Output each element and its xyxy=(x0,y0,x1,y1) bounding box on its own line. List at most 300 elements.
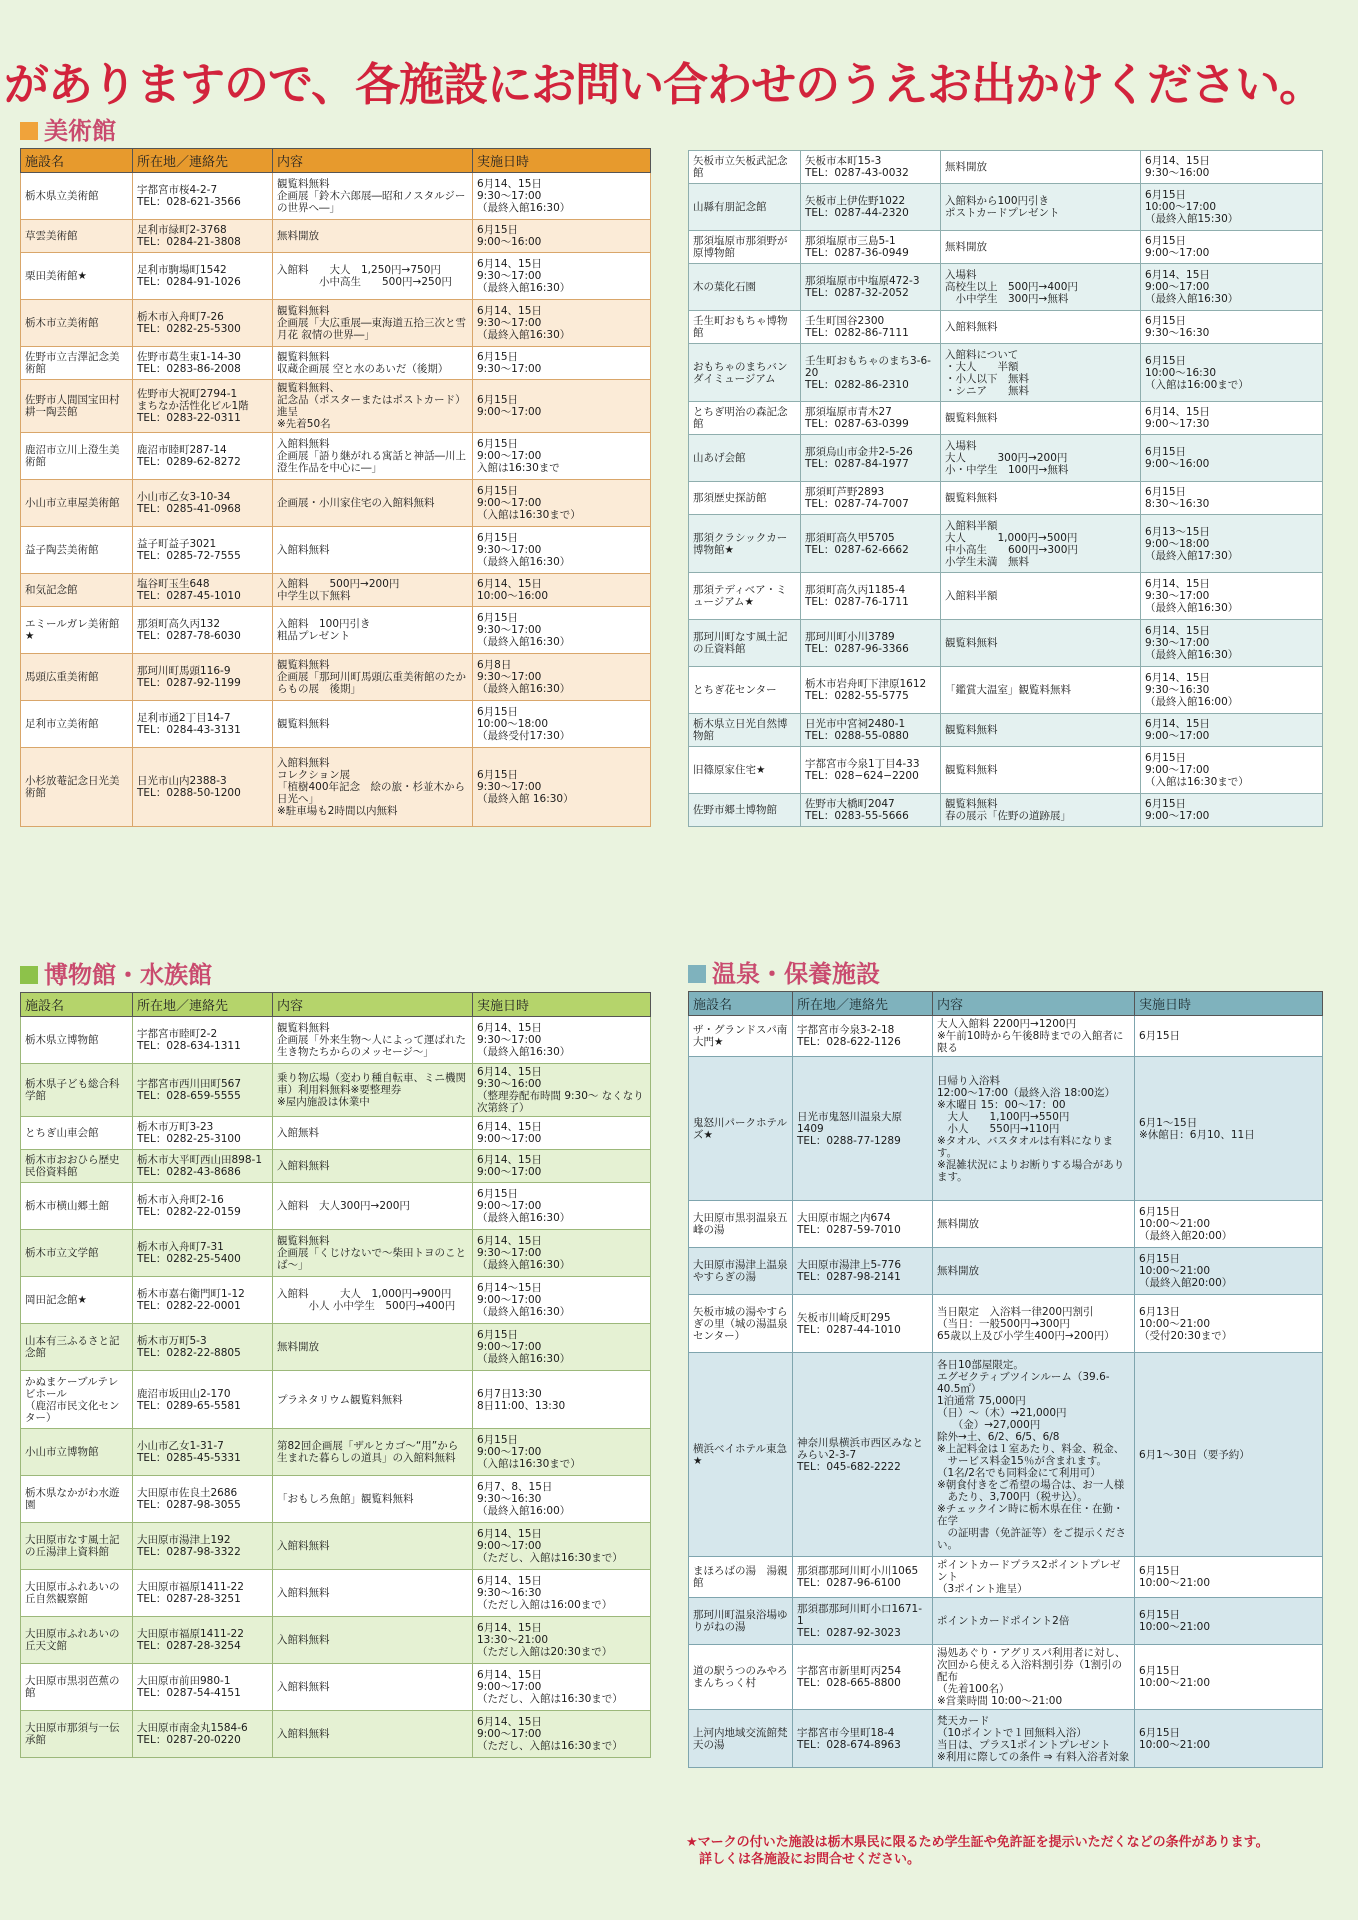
facility-name-cell: 大田原市湯津上温泉やすらぎの湯 xyxy=(689,1248,793,1295)
facility-name-cell: とちぎ山車会館 xyxy=(21,1117,133,1150)
schedule-cell: 6月15日 9:00〜17:00 入館は16:30まで xyxy=(473,433,651,480)
schedule-cell: 6月1〜30日（要予約） xyxy=(1135,1353,1323,1557)
table-row xyxy=(21,748,651,827)
address-contact-cell: 那珂川町小川3789 TEL：0287-96-3366 xyxy=(801,620,941,667)
schedule-cell: 6月15日 9:00〜17:00 xyxy=(1141,794,1323,827)
address-contact-cell: 那須町高久丙1185-4 TEL：0287-76-1711 xyxy=(801,573,941,620)
content-cell: 入館料無料 xyxy=(273,527,473,574)
content-cell: 観覧料無料 企画展「外来生物〜人によって運ばれた生き物たちからのメッセージ〜」 xyxy=(273,1017,473,1064)
address-contact-cell: 宇都宮市今里町18-4 TEL：028-674-8963 xyxy=(793,1710,933,1768)
schedule-cell: 6月14、15日 9:00〜17:00 xyxy=(473,1150,651,1183)
table-row xyxy=(21,607,651,654)
address-contact-cell: 宇都宮市睦町2-2 TEL：028-634-1311 xyxy=(133,1017,273,1064)
content-cell: 無料開放 xyxy=(941,231,1141,264)
facility-name-cell: 岡田記念館★ xyxy=(21,1277,133,1324)
table-row xyxy=(689,151,1323,184)
address-contact-cell: 宇都宮市西川田町567 TEL：028-659-5555 xyxy=(133,1064,273,1117)
table-row xyxy=(689,1645,1323,1710)
facility-name-cell: ザ・グランドスパ南大門★ xyxy=(689,1016,793,1057)
table-row xyxy=(689,482,1323,515)
table-row xyxy=(689,515,1323,573)
facility-name-cell: 栃木県子ども総合科学館 xyxy=(21,1064,133,1117)
schedule-cell: 6月15日 9:00〜17:00 （入館は16:30まで） xyxy=(473,1429,651,1476)
facility-name-cell: 木の葉化石園 xyxy=(689,264,801,311)
table-row xyxy=(689,794,1323,827)
art-section-title xyxy=(20,114,650,148)
schedule-cell: 6月7日13:30 8日11:00、13:30 xyxy=(473,1371,651,1429)
content-cell: 入場料 高校生以上 500円→400円 小中学生 300円→無料 xyxy=(941,264,1141,311)
schedule-cell: 6月15日 9:30〜17:00 xyxy=(473,347,651,380)
content-cell: 観覧料無料 春の展示「佐野の道跡展」 xyxy=(941,794,1141,827)
content-cell: プラネタリウム観覧料無料 xyxy=(273,1371,473,1429)
schedule-cell: 6月14、15日 9:00〜17:00 xyxy=(1141,714,1323,747)
table-row xyxy=(21,701,651,748)
schedule-cell: 6月14、15日 9:00〜17:00 （ただし、入館は16:30まで） xyxy=(473,1711,651,1758)
header-date: 実施日時 xyxy=(473,149,651,173)
address-contact-cell: 佐野市大祝町2794-1 まちなか活性化ビル1階 TEL：0283-22-0311 xyxy=(133,380,273,433)
content-cell: 入館料から100円引き ポストカードプレゼント xyxy=(941,184,1141,231)
address-contact-cell: 栃木市岩舟町下津原1612 TEL：0282-55-5775 xyxy=(801,667,941,714)
art-section xyxy=(20,114,650,827)
schedule-cell: 6月15日 9:30〜17:00 （最終入館16:30） xyxy=(473,527,651,574)
schedule-cell: 6月13日 10:00〜21:00 （受付20:30まで） xyxy=(1135,1295,1323,1353)
table-row xyxy=(21,1570,651,1617)
facility-name-cell: 佐野市郷土博物館 xyxy=(689,794,801,827)
address-contact-cell: 那須町芦野2893 TEL：0287-74-7007 xyxy=(801,482,941,515)
table-row xyxy=(21,433,651,480)
address-contact-cell: 小山市乙女1-31-7 TEL：0285-45-5331 xyxy=(133,1429,273,1476)
facility-name-cell: 鬼怒川パークホテルズ★ xyxy=(689,1057,793,1201)
header-date: 実施日時 xyxy=(1135,992,1323,1016)
content-cell: ポイントカードポイント2倍 xyxy=(933,1598,1135,1645)
content-cell: 観覧料無料 xyxy=(941,482,1141,515)
header-content: 内容 xyxy=(933,992,1135,1016)
address-contact-cell: 那須塩原市中塩原472-3 TEL：0287-32-2052 xyxy=(801,264,941,311)
address-contact-cell: 小山市乙女3-10-34 TEL：0285-41-0968 xyxy=(133,480,273,527)
table-row xyxy=(21,1117,651,1150)
museum-section xyxy=(20,958,650,1758)
content-cell: 入館料半額 大人 1,000円→500円 中小高生 600円→300円 小学生未満 無料 xyxy=(941,515,1141,573)
schedule-cell: 6月15日 9:00〜17:00 （最終入館16:30） xyxy=(473,1183,651,1230)
table-row xyxy=(689,747,1323,794)
schedule-cell: 6月1〜15日 ※休館日：6月10、11日 xyxy=(1135,1057,1323,1201)
address-contact-cell: 塩谷町玉生648 TEL：0287-45-1010 xyxy=(133,574,273,607)
facility-name-cell: エミールガレ美術館★ xyxy=(21,607,133,654)
address-contact-cell: 鹿沼市坂田山2-170 TEL：0289-65-5581 xyxy=(133,1371,273,1429)
table-row xyxy=(21,1324,651,1371)
facility-name-cell: 那珂川町なす風土記の丘資料館 xyxy=(689,620,801,667)
content-cell: 各日10部屋限定。 エグゼクティブツインルーム（39.6-40.5㎡） 1泊通常 75,000円 （日）〜（木）→21,000円 （金）→27,000円 除外→土、6/2、6/5、6/8 ※上記料金は１室あたり、料金、税金、 サービス料金15％が含まれます。 （1名/2名でも同料金にて利用可） ※朝食付きをご希望の場合は、お一人様 あたり、3,700円（税サ込）。 ※チェックイン時に栃木県在住・在勤・在学 の証明書（免許証等）をご提示ください。 xyxy=(933,1353,1135,1557)
schedule-cell: 6月14、15日 9:30〜16:30 （ただし入館は16:00まで） xyxy=(473,1570,651,1617)
address-contact-cell: 宇都宮市桜4-2-7 TEL：028-621-3566 xyxy=(133,173,273,220)
content-cell: 日帰り入浴料 12:00〜17:00（最終入浴 18:00迄） ※木曜日 15：00〜17：00 大人 1,100円→550円 小人 550円→110円 ※タオル、バスタオルは有料になります。 ※混雑状況によりお断りする場合があります。 xyxy=(933,1057,1135,1201)
content-cell: 観覧料無料 xyxy=(941,747,1141,794)
right-section xyxy=(688,150,1322,827)
address-contact-cell: 栃木市万町3-23 TEL：0282-25-3100 xyxy=(133,1117,273,1150)
content-cell: 入館料無料 xyxy=(273,1523,473,1570)
table-row xyxy=(21,173,651,220)
address-contact-cell: 那須塩原市青木27 TEL：0287-63-0399 xyxy=(801,402,941,435)
table-row xyxy=(689,1248,1323,1295)
facility-name-cell: 栃木市おおひら歴史民俗資料館 xyxy=(21,1150,133,1183)
content-cell: 観覧料無料 収蔵企画展 空と水のあいだ（後期） xyxy=(273,347,473,380)
museum-section-title xyxy=(20,958,650,992)
content-cell: 無料開放 xyxy=(273,220,473,253)
address-contact-cell: 栃木市大平町西山田898-1 TEL：0282-43-8686 xyxy=(133,1150,273,1183)
table-row xyxy=(21,574,651,607)
facility-name-cell: 山あげ会館 xyxy=(689,435,801,482)
facility-name-cell: 那須塩原市那須野が原博物館 xyxy=(689,231,801,264)
schedule-cell: 6月15日 10:00〜21:00 xyxy=(1135,1598,1323,1645)
table-row xyxy=(21,480,651,527)
address-contact-cell: 栃木市嘉右衛門町1-12 TEL：0282-22-0001 xyxy=(133,1277,273,1324)
address-contact-cell: 壬生町おもちゃのまち3-6-20 TEL：0282-86-2310 xyxy=(801,344,941,402)
content-cell: 無料開放 xyxy=(273,1324,473,1371)
schedule-cell: 6月14、15日 9:30〜17:00 （最終入館16:30） xyxy=(1141,620,1323,667)
facility-name-cell: 那須クラシックカー博物館★ xyxy=(689,515,801,573)
schedule-cell: 6月7、8、15日 9:30〜16:30 （最終入館16:00） xyxy=(473,1476,651,1523)
table-row xyxy=(689,1295,1323,1353)
facility-name-cell: 佐野市立吉澤記念美術館 xyxy=(21,347,133,380)
table-row xyxy=(21,1230,651,1277)
content-cell: 無料開放 xyxy=(933,1248,1135,1295)
address-contact-cell: 鹿沼市睦町287-14 TEL：0289-62-8272 xyxy=(133,433,273,480)
table-row xyxy=(21,1664,651,1711)
facility-name-cell: まほろばの湯 湯親館 xyxy=(689,1557,793,1598)
schedule-cell: 6月14、15日 9:30〜17:00 （最終入館16:30） xyxy=(473,253,651,300)
table-row xyxy=(689,667,1323,714)
content-cell: 無料開放 xyxy=(941,151,1141,184)
content-cell: 大人入館料 2200円→1200円 ※午前10時から午後8時までの入館者に限る xyxy=(933,1016,1135,1057)
facility-name-cell: とちぎ明治の森記念館 xyxy=(689,402,801,435)
content-cell: 観覧料無料 xyxy=(941,402,1141,435)
schedule-cell: 6月14、15日 9:30〜16:30 （最終入館16:00） xyxy=(1141,667,1323,714)
schedule-cell: 6月15日 8:30〜16:30 xyxy=(1141,482,1323,515)
table-row xyxy=(21,300,651,347)
facility-name-cell: 草雲美術館 xyxy=(21,220,133,253)
facility-name-cell: 佐野市人間国宝田村耕一陶芸館 xyxy=(21,380,133,433)
schedule-cell: 6月15日 10:00〜21:00 （最終入館20:00） xyxy=(1135,1201,1323,1248)
facility-name-cell: 矢板市城の湯やすらぎの里（城の湯温泉センター） xyxy=(689,1295,793,1353)
header-address: 所在地／連絡先 xyxy=(133,993,273,1017)
table-row xyxy=(21,347,651,380)
address-contact-cell: 栃木市万町5-3 TEL：0282-22-8805 xyxy=(133,1324,273,1371)
header-address: 所在地／連絡先 xyxy=(793,992,933,1016)
schedule-cell: 6月15日 10:00〜21:00 xyxy=(1135,1645,1323,1710)
address-contact-cell: 宇都宮市今泉3-2-18 TEL：028-622-1126 xyxy=(793,1016,933,1057)
address-contact-cell: 栃木市入舟町7-31 TEL：0282-25-5400 xyxy=(133,1230,273,1277)
schedule-cell: 6月15日 9:00〜16:00 xyxy=(473,220,651,253)
facility-name-cell: 旧篠原家住宅★ xyxy=(689,747,801,794)
address-contact-cell: 那珂川町馬頭116-9 TEL：0287-92-1199 xyxy=(133,654,273,701)
address-contact-cell: 大田原市福原1411-22 TEL：0287-28-3254 xyxy=(133,1617,273,1664)
table-row xyxy=(689,620,1323,667)
table-row xyxy=(689,1016,1323,1057)
address-contact-cell: 宇都宮市今泉1丁目4-33 TEL：028−624−2200 xyxy=(801,747,941,794)
facility-name-cell: 小山市立博物館 xyxy=(21,1429,133,1476)
facility-name-cell: 和気記念館 xyxy=(21,574,133,607)
content-cell: 入館料 大人 1,000円→900円 小人 小中学生 500円→400円 xyxy=(273,1277,473,1324)
address-contact-cell: 神奈川県横浜市西区みなとみらい2-3-7 TEL：045-682-2222 xyxy=(793,1353,933,1557)
table-row xyxy=(689,344,1323,402)
schedule-cell: 6月14、15日 13:30〜21:00 （ただし入館は20:30まで） xyxy=(473,1617,651,1664)
schedule-cell: 6月14、15日 9:00〜17:00 （ただし、入館は16:30まで） xyxy=(473,1523,651,1570)
table-row xyxy=(21,1017,651,1064)
address-contact-cell: 大田原市南金丸1584-6 TEL：0287-20-0220 xyxy=(133,1711,273,1758)
table-row xyxy=(689,1710,1323,1768)
content-cell: 当日限定 入浴料一律200円割引 （当日：一般500円→300円 65歳以上及び小学生400円→200円） xyxy=(933,1295,1135,1353)
table-row xyxy=(21,380,651,433)
facility-name-cell: 大田原市ふれあいの丘天文館 xyxy=(21,1617,133,1664)
schedule-cell: 6月15日 10:00〜21:00 xyxy=(1135,1710,1323,1768)
facility-name-cell: 那須歴史探訪館 xyxy=(689,482,801,515)
address-contact-cell: 大田原市佐良土2686 TEL：0287-98-3055 xyxy=(133,1476,273,1523)
schedule-cell: 6月14、15日 10:00〜16:00 xyxy=(473,574,651,607)
address-contact-cell: 栃木市入舟町2-16 TEL：0282-22-0159 xyxy=(133,1183,273,1230)
facility-name-cell: 栃木県立美術館 xyxy=(21,173,133,220)
facility-name-cell: 大田原市黒羽温泉五峰の湯 xyxy=(689,1201,793,1248)
address-contact-cell: 矢板市上伊佐野1022 TEL：0287-44-2320 xyxy=(801,184,941,231)
address-contact-cell: 足利市駒場町1542 TEL：0284-91-1026 xyxy=(133,253,273,300)
museum-table xyxy=(20,992,651,1758)
content-cell: 入場料 大人 300円→200円 小・中学生 100円→無料 xyxy=(941,435,1141,482)
facility-name-cell: 山本有三ふるさと記念館 xyxy=(21,1324,133,1371)
address-contact-cell: 大田原市福原1411-22 TEL：0287-28-3251 xyxy=(133,1570,273,1617)
schedule-cell: 6月15日 10:00〜21:00 （最終入館20:00） xyxy=(1135,1248,1323,1295)
content-cell: 入館無料 xyxy=(273,1117,473,1150)
content-cell: 入館料について ・大人 半額 ・小人以下 無料 ・シニア 無料 xyxy=(941,344,1141,402)
content-cell: 観覧料無料 企画展「くじけないで〜柴田トヨのことば〜」 xyxy=(273,1230,473,1277)
content-cell: 入館料無料 xyxy=(273,1664,473,1711)
content-cell: 観覧料無料、 記念品（ポスターまたはポストカード）進呈 ※先着50名 xyxy=(273,380,473,433)
address-contact-cell: 壬生町国谷2300 TEL：0282-86-7111 xyxy=(801,311,941,344)
facility-name-cell: 山縣有朋記念館 xyxy=(689,184,801,231)
table-row xyxy=(21,1371,651,1429)
address-contact-cell: 佐野市葛生東1-14-30 TEL：0283-86-2008 xyxy=(133,347,273,380)
facility-name-cell: 益子陶芸美術館 xyxy=(21,527,133,574)
table-row xyxy=(21,654,651,701)
content-cell: 入館料無料 xyxy=(273,1617,473,1664)
schedule-cell: 6月14〜15日 9:00〜17:00 （最終入館16:30） xyxy=(473,1277,651,1324)
address-contact-cell: 大田原市前田980-1 TEL：0287-54-4151 xyxy=(133,1664,273,1711)
content-cell: 湯処あぐり・アグリスパ利用者に対し、 次回から使える入浴料割引券（1割引の配布 （先着100名） ※営業時間 10:00〜21:00 xyxy=(933,1645,1135,1710)
schedule-cell: 6月15日 9:00〜17:00 （入館は16:30まで） xyxy=(473,480,651,527)
address-contact-cell: 宇都宮市新里町丙254 TEL：028-665-8800 xyxy=(793,1645,933,1710)
facility-name-cell: 横浜ベイホテル東急★ xyxy=(689,1353,793,1557)
schedule-cell: 6月14、15日 9:30〜17:00 （最終入館16:30） xyxy=(473,300,651,347)
address-contact-cell: 那須町高久丙132 TEL：0287-78-6030 xyxy=(133,607,273,654)
table-row xyxy=(689,402,1323,435)
content-cell: 乗り物広場（変わり種自転車、ミニ機関車）利用料無料※要整理券 ※屋内施設は休業中 xyxy=(273,1064,473,1117)
facility-name-cell: 栃木県立博物館 xyxy=(21,1017,133,1064)
facility-name-cell: 小杉放菴記念日光美術館 xyxy=(21,748,133,827)
schedule-cell: 6月15日 10:00〜18:00 （最終受付17:30） xyxy=(473,701,651,748)
content-cell: 入館料 大人300円→200円 xyxy=(273,1183,473,1230)
table-row xyxy=(689,573,1323,620)
table-row xyxy=(21,1476,651,1523)
schedule-cell: 6月14、15日 9:30〜16:00 xyxy=(1141,151,1323,184)
facility-name-cell: 栃木市横山郷土館 xyxy=(21,1183,133,1230)
content-cell: 入館料無料 xyxy=(941,311,1141,344)
table-row xyxy=(21,220,651,253)
museum-section-title-text: 博物館・水族館 xyxy=(44,961,212,989)
schedule-cell: 6月15日 xyxy=(1135,1016,1323,1057)
facility-name-cell: 栃木県なかがわ水遊園 xyxy=(21,1476,133,1523)
header-date: 実施日時 xyxy=(473,993,651,1017)
facility-name-cell: 大田原市ふれあいの丘自然観察館 xyxy=(21,1570,133,1617)
address-contact-cell: 那須塩原市三島5-1 TEL：0287-36-0949 xyxy=(801,231,941,264)
facility-name-cell: 大田原市黒羽芭蕉の館 xyxy=(21,1664,133,1711)
table-row xyxy=(689,1598,1323,1645)
facility-name-cell: 壬生町おもちゃ博物館 xyxy=(689,311,801,344)
facility-name-cell: 道の駅うつのみやろまんちっく村 xyxy=(689,1645,793,1710)
address-contact-cell: 大田原市堀之内674 TEL：0287-59-7010 xyxy=(793,1201,933,1248)
address-contact-cell: 益子町益子3021 TEL：0285-72-7555 xyxy=(133,527,273,574)
schedule-cell: 6月15日 10:00〜21:00 xyxy=(1135,1557,1323,1598)
table-row xyxy=(689,311,1323,344)
table-row xyxy=(689,231,1323,264)
content-cell: 入館料無料 xyxy=(273,1570,473,1617)
content-cell: 企画展・小川家住宅の入館料無料 xyxy=(273,480,473,527)
schedule-cell: 6月14、15日 9:30〜17:00 （最終入館16:30） xyxy=(1141,573,1323,620)
table-row xyxy=(21,1523,651,1570)
schedule-cell: 6月15日 10:00〜16:30 （入館は16:00まで） xyxy=(1141,344,1323,402)
content-cell: 観覧料無料 企画展「大広重展―東海道五拾三次と雪月花 叙情の世界―」 xyxy=(273,300,473,347)
content-cell: 入館料 大人 1,250円→750円 小中高生 500円→250円 xyxy=(273,253,473,300)
table-row xyxy=(689,435,1323,482)
content-cell: 「おもしろ魚館」観覧料無料 xyxy=(273,1476,473,1523)
content-cell: 観覧料無料 xyxy=(273,701,473,748)
schedule-cell: 6月14、15日 9:00〜17:30 xyxy=(1141,402,1323,435)
schedule-cell: 6月15日 9:30〜16:30 xyxy=(1141,311,1323,344)
facility-name-cell: 大田原市なす風土記の丘湯津上資料館 xyxy=(21,1523,133,1570)
facility-name-cell: 那須テディベア・ミュージアム★ xyxy=(689,573,801,620)
table-row xyxy=(689,714,1323,747)
schedule-cell: 6月14、15日 9:00〜17:00 （ただし、入館は16:30まで） xyxy=(473,1664,651,1711)
schedule-cell: 6月14、15日 9:30〜17:00 （最終入館16:30） xyxy=(473,173,651,220)
address-contact-cell: 足利市通2丁目14-7 TEL：0284-43-3131 xyxy=(133,701,273,748)
schedule-cell: 6月14、15日 9:30〜17:00 （最終入館16:30） xyxy=(473,1230,651,1277)
address-contact-cell: 佐野市大橋町2047 TEL：0283-55-5666 xyxy=(801,794,941,827)
facility-name-cell: 那珂川町温泉浴場ゆりがねの湯 xyxy=(689,1598,793,1645)
address-contact-cell: 栃木市入舟町7-26 TEL：0282-25-5300 xyxy=(133,300,273,347)
header-facility: 施設名 xyxy=(21,149,133,173)
square-bullet-icon xyxy=(20,122,38,140)
address-contact-cell: 矢板市川崎反町295 TEL：0287-44-1010 xyxy=(793,1295,933,1353)
schedule-cell: 6月13〜15日 9:00〜18:00 （最終入館17:30） xyxy=(1141,515,1323,573)
header-address: 所在地／連絡先 xyxy=(133,149,273,173)
facility-name-cell: 小山市立車屋美術館 xyxy=(21,480,133,527)
facility-name-cell: かぬまケーブルテレビホール （鹿沼市民文化センター） xyxy=(21,1371,133,1429)
address-contact-cell: 大田原市湯津上192 TEL：0287-98-3322 xyxy=(133,1523,273,1570)
schedule-cell: 6月14、15日 9:00〜17:00 xyxy=(473,1117,651,1150)
facility-name-cell: 栗田美術館★ xyxy=(21,253,133,300)
schedule-cell: 6月15日 9:30〜17:00 （最終入館16:30） xyxy=(473,607,651,654)
address-contact-cell: 那須町高久甲5705 TEL：0287-62-6662 xyxy=(801,515,941,573)
square-bullet-icon xyxy=(20,966,38,984)
schedule-cell: 6月15日 9:00〜17:00 xyxy=(1141,231,1323,264)
content-cell: 入館料 500円→200円 中学生以下無料 xyxy=(273,574,473,607)
table-row xyxy=(21,1064,651,1117)
table-row xyxy=(689,1201,1323,1248)
table-row xyxy=(21,1183,651,1230)
facility-name-cell: 栃木市立文学館 xyxy=(21,1230,133,1277)
content-cell: 観覧料無料 xyxy=(941,620,1141,667)
content-cell: ポイントカードプラス2ポイントプレゼント （3ポイント進呈） xyxy=(933,1557,1135,1598)
right-table xyxy=(688,150,1323,827)
address-contact-cell: 日光市中宮祠2480-1 TEL：0288-55-0880 xyxy=(801,714,941,747)
address-contact-cell: 那須郡那珂川町小口1671-1 TEL：0287-92-3023 xyxy=(793,1598,933,1645)
address-contact-cell: 那須烏山市金井2-5-26 TEL：0287-84-1977 xyxy=(801,435,941,482)
schedule-cell: 6月14、15日 9:30〜17:00 （最終入館16:30） xyxy=(473,1017,651,1064)
content-cell: 梵天カード （10ポイントで１回無料入浴） 当日は、プラス1ポイントプレゼント ※利用に際しての条件 ⇒ 有料入浴者対象 xyxy=(933,1710,1135,1768)
footnote: ★マークの付いた施設は栃木県民に限るため学生証や免許証を提示いただくなどの条件があります。 詳しくは各施設にお問合せください。 xyxy=(686,1835,1269,1867)
table-row xyxy=(689,184,1323,231)
art-table xyxy=(20,148,651,827)
content-cell: 観覧料無料 企画展「那珂川町馬頭広重美術館のたからもの展 後期」 xyxy=(273,654,473,701)
schedule-cell: 6月15日 9:30〜17:00 （最終入館 16:30） xyxy=(473,748,651,827)
address-contact-cell: 足利市緑町2-3768 TEL：0284-21-3808 xyxy=(133,220,273,253)
header-facility: 施設名 xyxy=(21,993,133,1017)
content-cell: 入館料 100円引き 粗品プレゼント xyxy=(273,607,473,654)
facility-name-cell: 足利市立美術館 xyxy=(21,701,133,748)
schedule-cell: 6月8日 9:30〜17:00 （最終入館16:30） xyxy=(473,654,651,701)
content-cell: 入館料無料 コレクション展 「植樹400年記念 絵の旅・杉並木から日光へ」 ※駐車場も2時間以内無料 xyxy=(273,748,473,827)
address-contact-cell: 日光市山内2388-3 TEL：0288-50-1200 xyxy=(133,748,273,827)
table-row xyxy=(689,264,1323,311)
content-cell: 無料開放 xyxy=(933,1201,1135,1248)
content-cell: 入館料無料 企画展「語り継がれる寓話と神話―川上澄生作品を中心に―」 xyxy=(273,433,473,480)
table-row xyxy=(21,1617,651,1664)
content-cell: 入館料半額 xyxy=(941,573,1141,620)
table-row xyxy=(689,1353,1323,1557)
facility-name-cell: おもちゃのまちバンダイミュージアム xyxy=(689,344,801,402)
table-row xyxy=(689,1557,1323,1598)
header-content: 内容 xyxy=(273,993,473,1017)
square-bullet-icon xyxy=(688,965,706,983)
header-content: 内容 xyxy=(273,149,473,173)
table-row xyxy=(21,1429,651,1476)
address-contact-cell: 那須郡那珂川町小川1065 TEL：0287-96-6100 xyxy=(793,1557,933,1598)
content-cell: 「鑑賞大温室」観覧料無料 xyxy=(941,667,1141,714)
spa-table xyxy=(688,991,1323,1768)
banner-heading: がありますので、各施設にお問い合わせのうえお出かけください。 xyxy=(4,58,1324,111)
spa-section xyxy=(688,957,1322,1768)
facility-name-cell: 大田原市那須与一伝承館 xyxy=(21,1711,133,1758)
facility-name-cell: 上河内地域交流館梵天の湯 xyxy=(689,1710,793,1768)
facility-name-cell: 馬頭広重美術館 xyxy=(21,654,133,701)
address-contact-cell: 矢板市本町15-3 TEL：0287-43-0032 xyxy=(801,151,941,184)
table-row xyxy=(21,1150,651,1183)
schedule-cell: 6月15日 9:00〜17:00 （最終入館16:30） xyxy=(473,1324,651,1371)
schedule-cell: 6月15日 9:00〜17:00 xyxy=(473,380,651,433)
table-row xyxy=(21,1277,651,1324)
address-contact-cell: 大田原市湯津上5-776 TEL：0287-98-2141 xyxy=(793,1248,933,1295)
schedule-cell: 6月15日 9:00〜17:00 （入館は16:30まで） xyxy=(1141,747,1323,794)
header-facility: 施設名 xyxy=(689,992,793,1016)
address-contact-cell: 日光市鬼怒川温泉大原1409 TEL：0288-77-1289 xyxy=(793,1057,933,1201)
facility-name-cell: とちぎ花センター xyxy=(689,667,801,714)
facility-name-cell: 栃木県立日光自然博物館 xyxy=(689,714,801,747)
facility-name-cell: 栃木市立美術館 xyxy=(21,300,133,347)
table-row xyxy=(21,527,651,574)
schedule-cell: 6月14、15日 9:30〜16:00 （整理券配布時間 9:30〜 なくなり次第終了） xyxy=(473,1064,651,1117)
schedule-cell: 6月15日 9:00〜16:00 xyxy=(1141,435,1323,482)
spa-section-title xyxy=(688,957,1322,991)
facility-name-cell: 鹿沼市立川上澄生美術館 xyxy=(21,433,133,480)
content-cell: 第82回企画展「ザルとカゴ〜“用”から生まれた暮らしの道具」の入館料無料 xyxy=(273,1429,473,1476)
schedule-cell: 6月15日 10:00〜17:00 （最終入館15:30） xyxy=(1141,184,1323,231)
